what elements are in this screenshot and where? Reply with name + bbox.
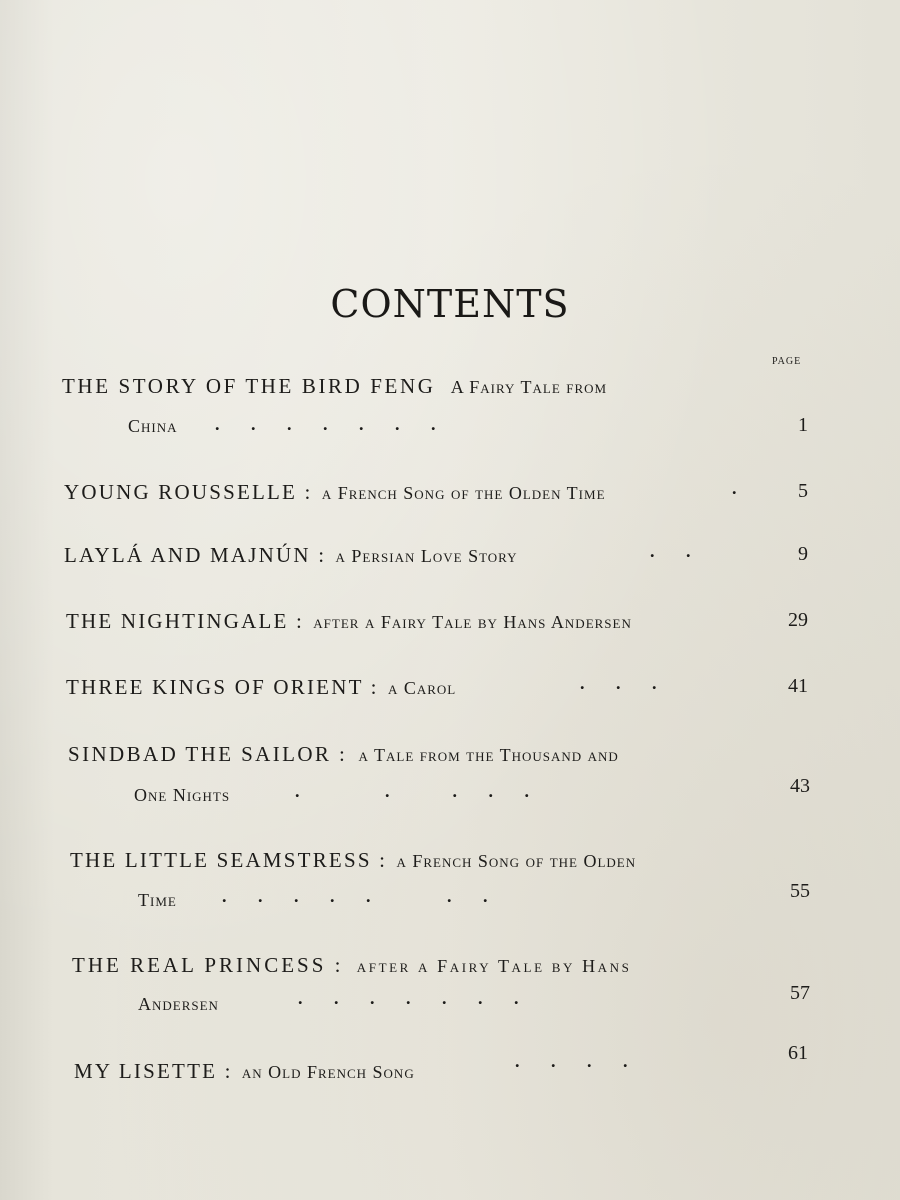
toc-entry-page: 61 (788, 1042, 808, 1064)
toc-entry-title: YOUNG ROUSSELLE : (64, 480, 313, 504)
toc-entry-page: 43 (790, 775, 810, 797)
toc-entry-subtitle: after a Fairy Tale by Hans (356, 956, 632, 976)
toc-entry-continuation: China (128, 416, 178, 436)
toc-entry-heading-line (64, 543, 518, 568)
leader-dots: . . . . . . . (215, 414, 436, 434)
toc-entry-subtitle: a French Song of the Olden Time (321, 483, 606, 503)
leader-dots: . . . . . . . (222, 886, 488, 906)
toc-entry-subtitle: a Tale from the Thousand and (358, 745, 619, 765)
toc-entry-continuation: One Nights (134, 785, 231, 805)
toc-entry-title: THE STORY OF THE BIRD FENG (62, 374, 436, 398)
toc-entry-heading-line (74, 1059, 415, 1084)
toc-entry-page: 55 (790, 880, 810, 902)
leader-dots: . . . . . . . (298, 988, 519, 1008)
toc-entry-page: 57 (790, 982, 810, 1004)
toc-entry-page: 9 (798, 543, 808, 565)
toc-entry-heading-line (70, 848, 636, 873)
toc-entry-subtitle: an Old French Song (241, 1062, 415, 1082)
toc-entry-subtitle: a French Song of the Olden (396, 851, 637, 871)
toc-entry-title: THE REAL PRINCESS : (72, 953, 344, 977)
toc-entry-subtitle: a Persian Love Story (335, 546, 518, 566)
leader-dots: . . . . . (295, 781, 529, 801)
toc-entry-title: THE LITTLE SEAMSTRESS : (70, 848, 388, 872)
toc-entry-subtitle: after a Fairy Tale by Hans Andersen (313, 612, 632, 632)
toc-entry-heading-line (66, 675, 456, 700)
toc-entry-title: MY LISETTE : (74, 1059, 233, 1083)
leader-dots: . . . . (515, 1051, 628, 1071)
toc-entry-subtitle: A Fairy Tale from (450, 377, 608, 397)
toc-entry-title: THE NIGHTINGALE : (66, 609, 305, 633)
toc-entry-heading-line (66, 609, 632, 634)
toc-entry-continuation: Time (138, 890, 177, 910)
toc-entry-page: 5 (798, 480, 808, 502)
toc-entry-heading-line (64, 480, 606, 505)
toc-entry-title: LAYLÁ AND MAJNÚN : (64, 543, 327, 567)
toc-entry-heading-line (72, 953, 631, 978)
contents-heading: CONTENTS (330, 282, 570, 326)
toc-entry-page: 1 (798, 414, 808, 436)
toc-entry-heading-line (68, 742, 619, 767)
leader-dots: . (732, 478, 737, 498)
toc-entry-page: 29 (788, 609, 808, 631)
toc-entry-page: 41 (788, 675, 808, 697)
leader-dots: . . (650, 541, 691, 561)
toc-entry-continuation: Andersen (138, 994, 219, 1014)
toc-entry-subtitle: a Carol (387, 678, 457, 698)
page-column-label: PAGE (772, 356, 802, 367)
toc-entry-title: SINDBAD THE SAILOR : (68, 742, 348, 766)
toc-entry-heading-line (62, 374, 607, 399)
leader-dots: . . . (580, 673, 657, 693)
toc-entry-title: THREE KINGS OF ORIENT : (66, 675, 379, 699)
